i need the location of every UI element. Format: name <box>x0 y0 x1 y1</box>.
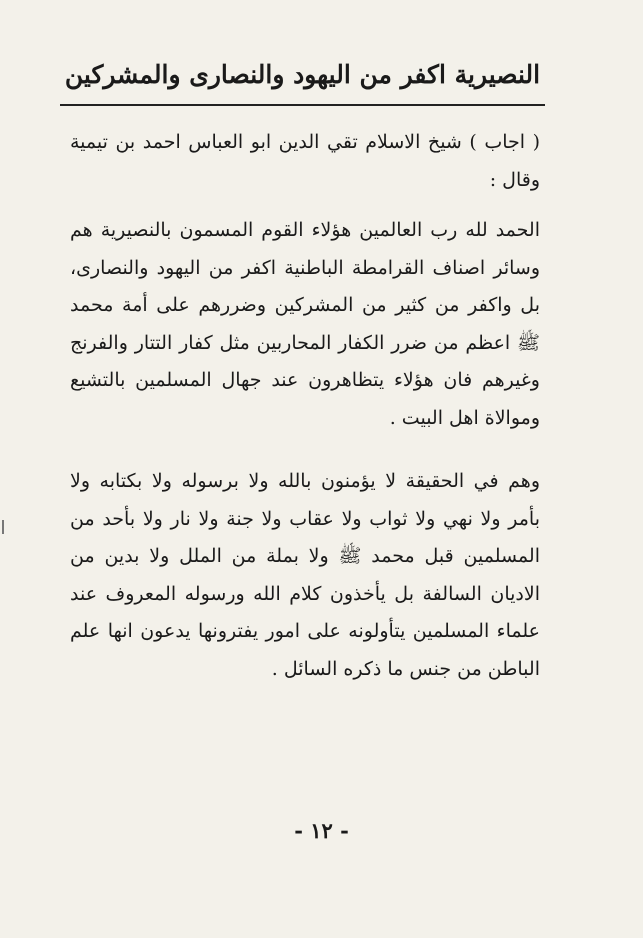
scan-edge-mark <box>2 520 4 534</box>
paragraph-text: الحمد لله رب العالمين هؤلاء القوم المسمون بالنصيرية هم وسائر اصناف القرامطة الباطنية اكفر من اليهود والنصارى، بل واكفر من كثير من المشركين وضررهم على أمة محمد ﷺ اعظم من ضرر الكفار المحاربين مثل كفار التتار والفرنج وغيرهم فان هؤلاء يتظاهرون عند جهال المسلمين بالتشيع وموالاة اهل البيت . <box>70 219 540 429</box>
header-divider <box>60 104 545 106</box>
page-number: - ١٢ - <box>294 818 349 843</box>
body-paragraph-1 <box>70 212 540 437</box>
running-head-title: النصيرية اكفر من اليهود والنصارى والمشركين <box>64 60 541 89</box>
body-paragraph-2 <box>70 463 540 688</box>
paragraph-text: وهم في الحقيقة لا يؤمنون بالله ولا برسوله ولا بكتابه ولا بأمر ولا نهي ولا ثواب ولا عقاب ولا جنة ولا نار ولا بأحد من المسلمين قبل محمد ﷺ ولا بملة من الملل ولا بدين من الاديان السالفة بل يأخذون كلام الله ورسوله المعروف عند علماء المسلمين يتأولونه على امور يفترونها يدعون انها علم الباطن من جنس ما ذكره السائل . <box>70 470 540 680</box>
paragraph-text: ( اجاب ) شيخ الاسلام تقي الدين ابو العباس احمد بن تيمية وقال : <box>70 131 540 191</box>
answer-intro-paragraph <box>70 124 540 199</box>
